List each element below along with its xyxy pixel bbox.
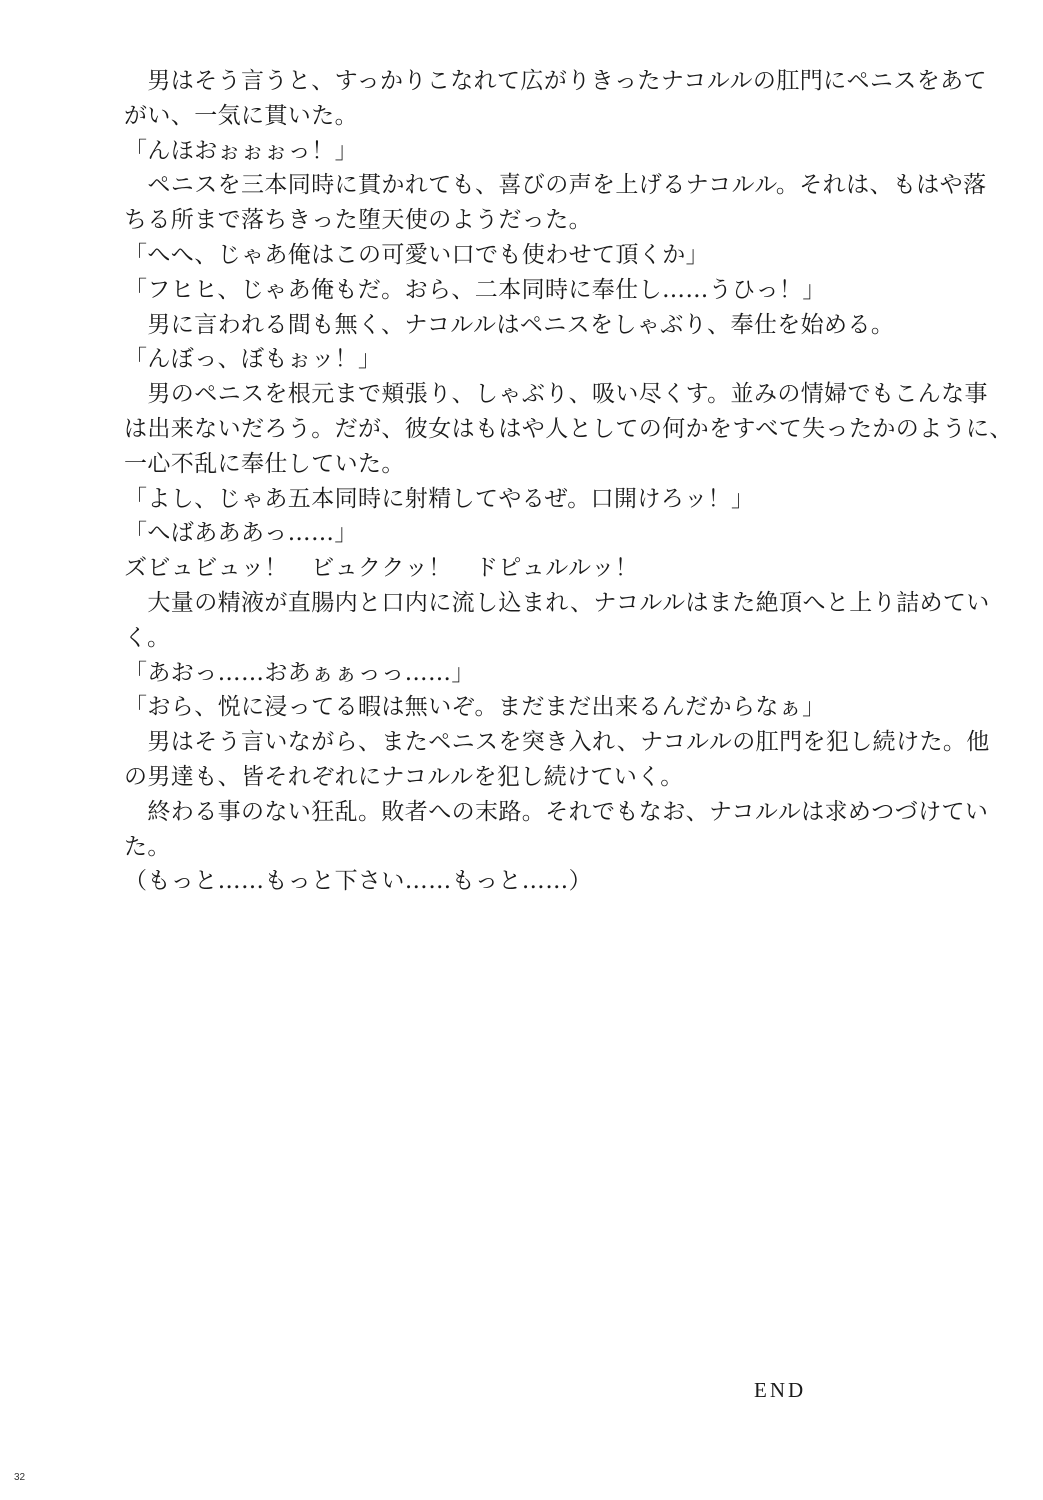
text-line: 一心不乱に奉仕していた。: [124, 450, 405, 477]
text-line: 「へへ、じゃあ俺はこの可愛い口でも使わせて頂くか」: [124, 241, 709, 268]
text-line: 「んほおぉぉぉっ！」: [124, 137, 358, 164]
text-line: 「おら、悦に浸ってる暇は無いぞ。まだまだ出来るんだからなぁ」: [124, 694, 826, 721]
text-line: 男のペニスを根元まで頬張り、しゃぶり、吸い尽くす。並みの情婦でもこんな事: [124, 381, 988, 408]
text-line: ズビュビュッ！ ビュククッ！ ドピュルルッ！: [124, 555, 639, 582]
text-line: がい、一気に貫いた。: [124, 102, 358, 129]
text-line: 「よし、じゃあ五本同時に射精してやるぜ。口開けろッ！」: [124, 485, 755, 512]
text-line: 「へばあああっ……」: [124, 520, 358, 547]
text-line: 大量の精液が直腸内と口内に流し込まれ、ナコルルはまた絶頂へと上り詰めてい: [124, 589, 990, 616]
text-line: 「あおっ……おあぁぁっっ……」: [124, 659, 475, 686]
text-line: の男達も、皆それぞれにナコルルを犯し続けていく。: [124, 763, 684, 790]
text-line: ちる所まで落ちきった堕天使のようだった。: [124, 207, 592, 234]
page-number: 32: [14, 1472, 26, 1483]
text-line: 男はそう言いながら、またペニスを突き入れ、ナコルルの肛門を犯し続けた。他: [124, 729, 990, 756]
text-line: た。: [124, 833, 171, 860]
text-line: 終わる事のない狂乱。敗者への末路。それでもなお、ナコルルは求めつづけてい: [124, 798, 989, 825]
text-line: ペニスを三本同時に貫かれても、喜びの声を上げるナコルル。それは、もはや落: [124, 172, 987, 199]
text-line: （もっと……もっと下さい……もっと……）: [124, 868, 592, 895]
story-text: [124, 64, 1013, 899]
text-line: 男はそう言うと、すっかりこなれて広がりきったナコルルの肛門にペニスをあて: [124, 68, 987, 94]
text-line: は出来ないだろう。だが、彼女はもはや人としての何かをすべて失ったかのように、: [124, 415, 1013, 442]
text-line: 男に言われる間も無く、ナコルルはペニスをしゃぶり、奉仕を始める。: [124, 311, 895, 338]
text-line: 「フヒヒ、じゃあ俺もだ。おら、二本同時に奉仕し……うひっ！」: [124, 276, 826, 303]
text-line: く。: [124, 624, 171, 651]
text-line: 「んぼっ、ぼもぉッ！」: [124, 346, 382, 373]
end-mark: END: [754, 1378, 807, 1402]
